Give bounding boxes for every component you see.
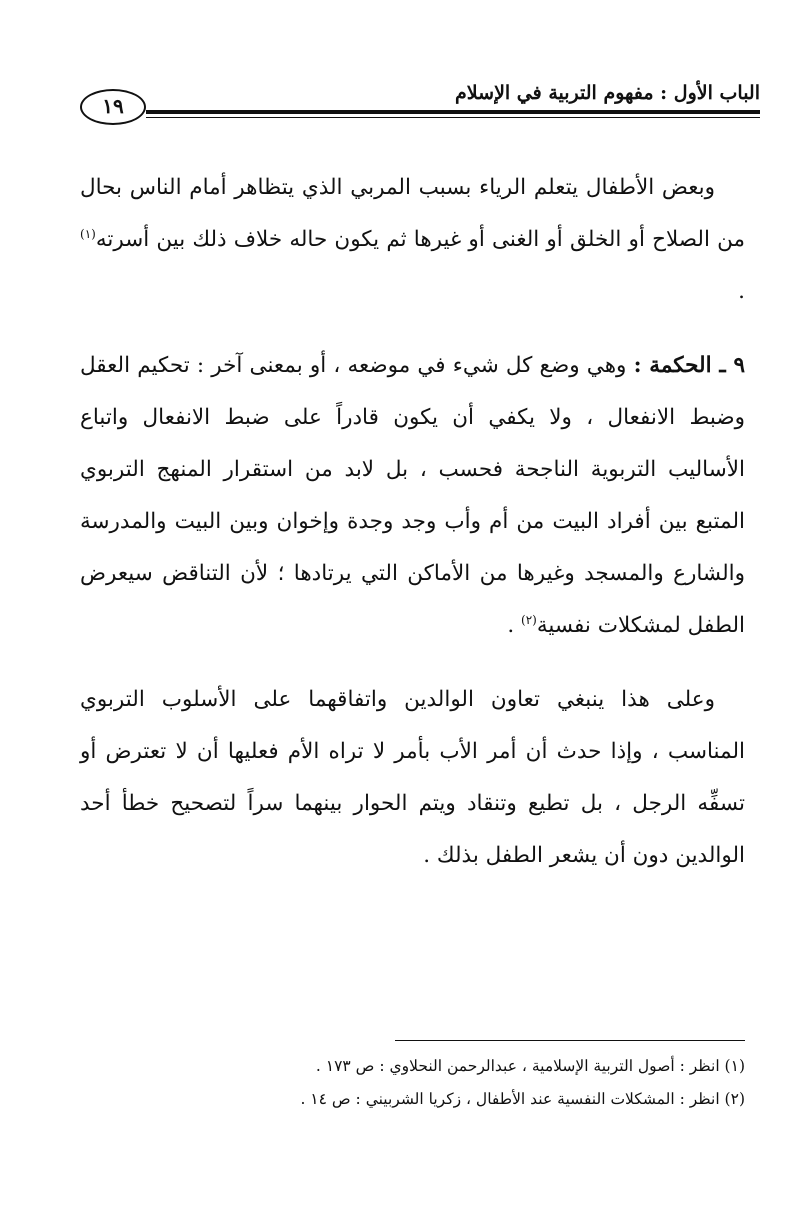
footnote: (١) انظر : أصول التربية الإسلامية ، عبدالرحمن النحلاوي : ص ١٧٣ . xyxy=(315,1057,745,1075)
paragraph: ٩ ـ الحكمة : وهي وضع كل شيء في موضعه ، أو بمعنى آخر : تحكيم العقل وضبط الانفعال ، ولا يكفي أن يكون قادراً على ضبط الانفعال واتباع الأساليب التربوية الناجحة فحسب ، بل لابد من استقرار المنهج التربوي المتبع بين أفراد البيت من أم وأب وجد وجدة وإخوان وبين البيت والمدرسة والشارع والمسجد وغيرها من الأماكن التي يرتادها ؛ لأن التناقض سيعرض الطفل لمشكلات نفسية$^{(٢)}$ . xyxy=(80,353,745,638)
paragraph-text: وعلى هذا ينبغي تعاون الوالدين واتفاقهما على الأسلوب التربوي المناسب ، وإذا حدث أن أمر الأب بأمر لا تراه الأم فعليها أن لا تعترض أو تسفِّه الرجل ، بل تطيع وتنقاد ويتم الحوار بينهما سراً لتصحيح خطأ أحد الوالدين دون أن يشعر الطفل بذلك . xyxy=(80,687,745,868)
paragraph: وبعض الأطفال يتعلم الرياء بسبب المربي الذي يتظاهر أمام الناس بحال من الصلاح أو الخلق أو الغنى أو غيرها ثم يكون حاله خلاف ذلك بين أسرته$^{(١)}$ . xyxy=(80,175,745,304)
section-term: ٩ ـ الحكمة : xyxy=(633,353,745,378)
body-text xyxy=(80,162,745,904)
footnote-separator xyxy=(395,1040,745,1041)
footnote: (٢) انظر : المشكلات النفسية عند الأطفال ، زكريا الشربيني : ص ١٤ . xyxy=(300,1090,745,1108)
footnote-ref: (٢) xyxy=(521,612,537,627)
header-rule xyxy=(146,110,760,118)
paragraph-text: وهي وضع كل شيء في موضعه ، أو بمعنى آخر : تحكيم العقل وضبط الانفعال ، ولا يكفي أن يكون قادراً على ضبط الانفعال واتباع الأساليب التربوية الناجحة فحسب ، بل لابد من استقرار المنهج التربوي المتبع بين أفراد البيت من أم وأب وجد وجدة وإخوان وبين البيت والمدرسة والشارع والمسجد وغيرها من الأماكن التي يرتادها ؛ لأن التناقض سيعرض الطفل لمشكلات نفسية xyxy=(80,353,745,638)
footnote-ref: (١) xyxy=(80,226,96,241)
footnotes xyxy=(140,1050,745,1116)
page-number: ١٩ xyxy=(80,89,146,125)
paragraph xyxy=(80,674,745,882)
paragraph-text: وبعض الأطفال يتعلم الرياء بسبب المربي الذي يتظاهر أمام الناس بحال من الصلاح أو الخلق أو الغنى أو غيرها ثم يكون حاله خلاف ذلك بين أسرته xyxy=(80,175,745,252)
chapter-title: الباب الأول : مفهوم التربية في الإسلام xyxy=(455,82,760,104)
running-header xyxy=(80,72,760,132)
